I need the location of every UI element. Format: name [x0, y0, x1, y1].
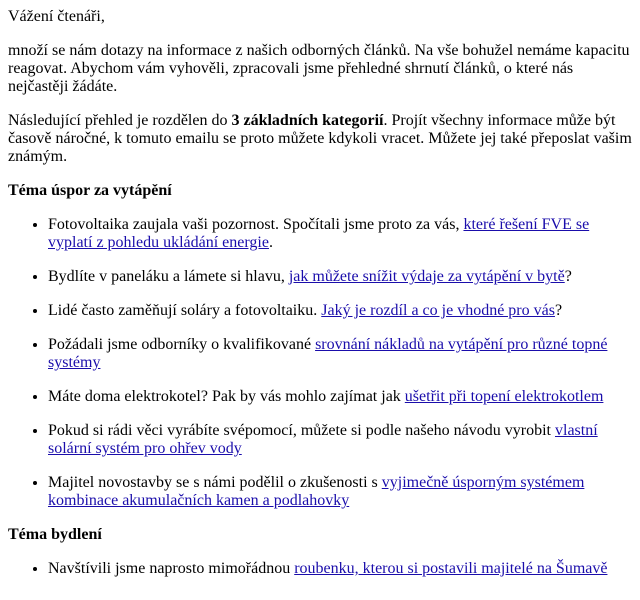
article-link[interactable]: které řešení FVE se vyplatí z pohledu ukládání energie: [48, 216, 590, 251]
intro-paragraph: množí se nám dotazy na informace z našich odborných článků. Na vše bohužel nemáme kapacitu reagovat. Abychom vám vyhověli, zpracovali jsme přehledné shrnutí článků, o které nás nejčastěji žádáte.: [8, 42, 630, 95]
section-title-heating: Téma úspor za vytápění: [8, 182, 172, 199]
overview-paragraph: [8, 112, 632, 166]
list-item: [48, 560, 632, 578]
item-text: Fotovoltaika zaujala vaši pozornost. Spočítali jsme proto za vás,: [48, 216, 464, 233]
overview-bold: 3 základních kategorií: [231, 112, 384, 129]
article-link[interactable]: Jaký je rozdíl a co je vhodné pro vás: [321, 302, 555, 319]
item-text: Majitel novostavby se s námi podělil o zkušenosti s: [48, 474, 382, 491]
list-item: [48, 422, 632, 458]
section-title-housing: Téma bydlení: [8, 526, 102, 543]
item-suffix: .: [268, 234, 273, 251]
list-item: [48, 216, 632, 252]
list-item: [48, 302, 632, 320]
item-text: Navštívili jsme naprosto mimořádnou: [48, 560, 295, 577]
article-link[interactable]: vyjimečně úsporným systémem kombinace akumulačních kamen a podlahovky: [48, 474, 585, 509]
list-item: [48, 336, 632, 372]
item-text: Požádali jsme odborníky o kvalifikované: [48, 336, 316, 353]
article-list-housing: [8, 560, 632, 578]
list-item: [48, 474, 632, 510]
overview-text-after: . Projít všechny informace může být časově náročné, k tomuto emailu se proto můžete kdykoli vracet. Můžete jej také přeposlat vašim známým.: [8, 112, 632, 165]
article-link[interactable]: jak můžete snížit výdaje za vytápění v bytě: [288, 268, 565, 285]
article-link[interactable]: roubenku, kterou si postavili majitelé na Šumavě: [294, 560, 608, 577]
article-link[interactable]: srovnání nákladů na vytápění pro různé topné systémy: [48, 336, 608, 371]
article-link[interactable]: ušetřit při topení elektrokotlem: [404, 388, 604, 405]
list-item: [48, 388, 632, 406]
item-text: Lidé často zaměňují soláry a fotovoltaiku.: [48, 302, 322, 319]
article-link[interactable]: vlastní solární systém pro ohřev vody: [48, 422, 598, 457]
overview-text-before: Následující přehled je rozdělen do: [8, 112, 232, 129]
item-text: Bydlíte v paneláku a lámete si hlavu,: [48, 268, 289, 285]
article-list-heating: [8, 216, 632, 510]
item-suffix: ?: [564, 268, 572, 285]
item-suffix: ?: [554, 302, 563, 319]
item-text: Pokud si rádi věci vyrábíte svépomocí, můžete si podle našeho návodu vyrobit: [48, 422, 555, 439]
item-text: Máte doma elektrokotel? Pak by vás mohlo zajímat jak: [48, 388, 405, 405]
list-item: [48, 268, 632, 286]
greeting: Vážení čtenáři,: [8, 8, 105, 25]
